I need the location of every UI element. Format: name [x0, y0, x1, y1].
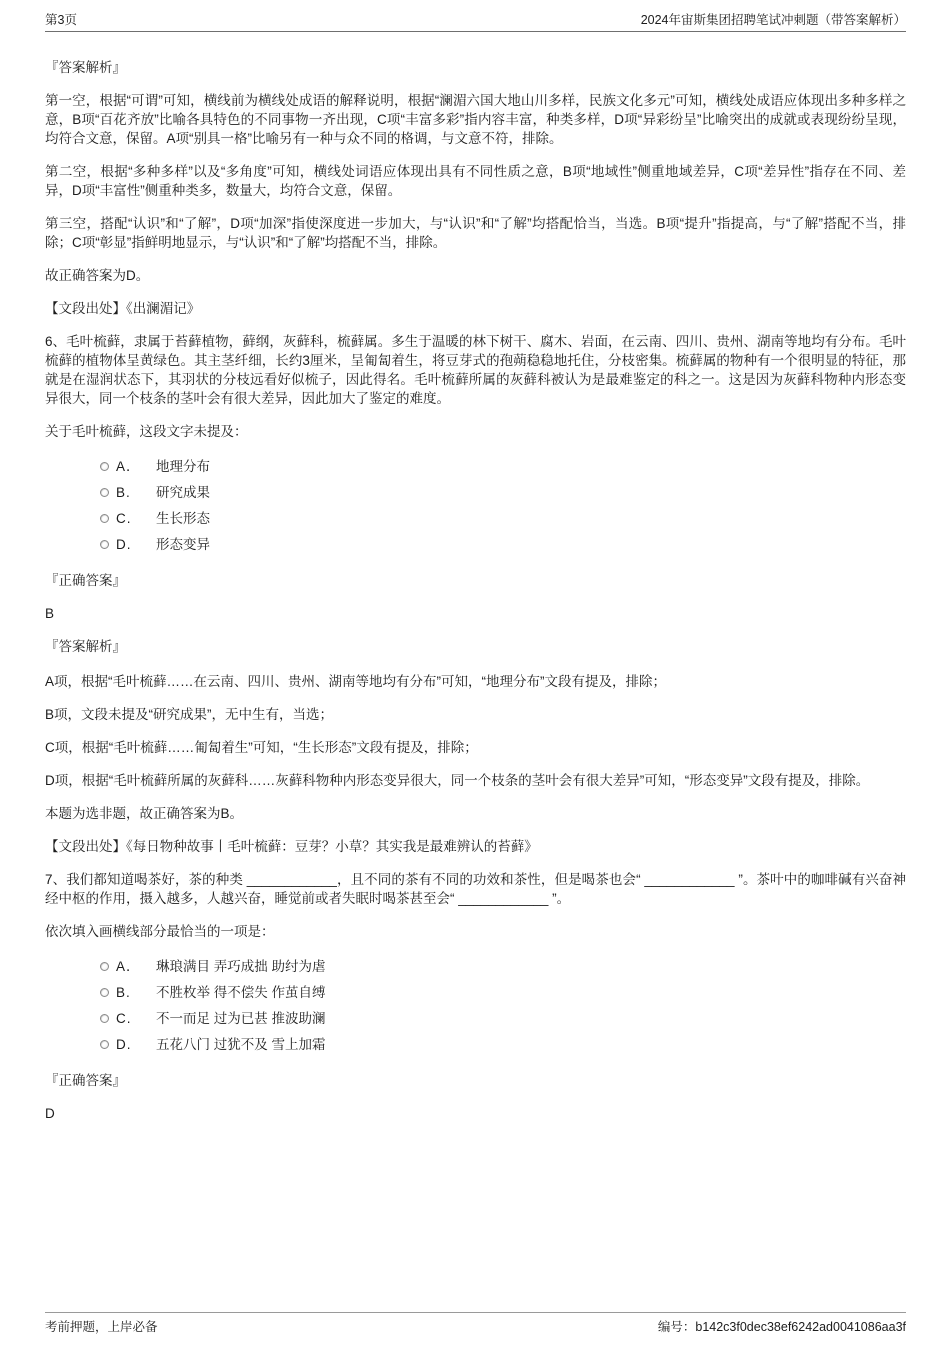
- analysis-option-b: B项，文段未提及“研究成果”，无中生有，当选；: [45, 707, 333, 722]
- option-letter: A．: [116, 458, 141, 474]
- option-text: 地理分布: [156, 458, 210, 474]
- correct-answer-marker: 『正确答案』: [45, 573, 126, 588]
- radio-icon[interactable]: [100, 540, 109, 549]
- option-letter: A．: [116, 958, 141, 974]
- option-row-b[interactable]: [100, 479, 906, 505]
- radio-icon[interactable]: [100, 462, 109, 471]
- option-row-d[interactable]: [100, 1031, 906, 1057]
- option-row-c[interactable]: [100, 1005, 906, 1031]
- page-footer: [45, 1312, 906, 1335]
- option-text: 研究成果: [156, 484, 210, 500]
- analysis-paragraph-1: 第一空，根据“可谓”可知，横线前为横线处成语的解释说明，根据“澜湄六国大地山川多样，民族文化多元”可知，横线处成语应体现出多种多样之意，B项“百花齐放”比喻各具特色的不同事物一齐出现，C项“丰富多彩”指内容丰富，种类多样，D项“异彩纷呈”比喻突出的成就或表现纷纷呈现，均符合文意，保留。A项“别具一格”比喻另有一种与众不同的格调，与文意不符，排除。: [45, 93, 906, 146]
- option-letter: C.: [116, 1010, 132, 1026]
- analysis-conclusion: 故正确答案为D。: [45, 268, 150, 283]
- option-letter: D.: [116, 1036, 132, 1052]
- option-letter: B.: [116, 484, 131, 500]
- radio-icon[interactable]: [100, 962, 109, 971]
- analysis-paragraph-3: 第三空，搭配“认识”和“了解”，D项“加深”指使深度进一步加大，与“认识”和“了解”均搭配恰当，当选。B项“提升”指提高，与“了解”搭配不当，排除；C项“彰显”指鲜明地显示，与“认识”和“了解”均搭配不当，排除。: [45, 216, 906, 250]
- radio-icon[interactable]: [100, 1014, 109, 1023]
- option-letter: C.: [116, 510, 132, 526]
- option-text: 不一而足 过为已甚 推波助澜: [156, 1010, 326, 1026]
- option-text: 琳琅满目 弄巧成拙 助纣为虐: [156, 958, 326, 974]
- radio-icon[interactable]: [100, 1040, 109, 1049]
- analysis-marker: 『答案解析』: [45, 60, 126, 75]
- analysis-option-d: D项，根据“毛叶梳藓所属的灰藓科……灰藓科物种内形态变异很大，同一个枝条的茎叶会有很大差异”可知，“形态变异”文段有提及，排除。: [45, 773, 870, 788]
- document-title: 2024年宙斯集团招聘笔试冲刺题（带答案解析）: [640, 13, 906, 27]
- option-text: 五花八门 过犹不及 雪上加霜: [156, 1036, 326, 1052]
- option-row-c[interactable]: [100, 505, 906, 531]
- option-letter: D.: [116, 536, 132, 552]
- footer-slogan: 考前押题，上岸必备: [45, 1320, 158, 1334]
- question-6-stem: 6、毛叶梳藓，隶属于苔藓植物，藓纲，灰藓科，梳藓属。多生于温暖的林下树干、腐木、岩面，在云南、四川、贵州、湖南等地均有分布。毛叶梳藓的植物体呈黄绿色。其主茎纤细，长约3厘米，呈匍匐着生，将豆芽式的孢蒴稳稳地托住，分枝密集。梳藓属的物种有一个很明显的特征，那就是在湿润状态下，其羽状的分枝远看好似梳子，因此得名。毛叶梳藓所属的灰藓科被认为是最难鉴定的科之一。这是因为灰藓科物种内形态变异很大，同一个枝条的茎叶会有很大差异，因此加大了鉴定的难度。: [45, 334, 906, 406]
- source-line: 【文段出处】《出澜湄记》: [45, 301, 201, 316]
- radio-icon[interactable]: [100, 988, 109, 997]
- page-content: [45, 44, 906, 1123]
- option-row-d[interactable]: [100, 531, 906, 557]
- radio-icon[interactable]: [100, 488, 109, 497]
- analysis-conclusion: 本题为选非题，故正确答案为B。: [45, 806, 244, 821]
- question-6-prompt: 关于毛叶梳藓，这段文字未提及：: [45, 424, 248, 439]
- question-7-prompt: 依次填入画横线部分最恰当的一项是：: [45, 924, 275, 939]
- option-row-a[interactable]: [100, 453, 906, 479]
- correct-answer-value: B: [45, 606, 55, 621]
- option-row-a[interactable]: [100, 953, 906, 979]
- option-letter: B.: [116, 984, 131, 1000]
- analysis-option-c: C项，根据“毛叶梳藓……匍匐着生”可知，“生长形态”文段有提及，排除；: [45, 740, 478, 755]
- correct-answer-marker: 『正确答案』: [45, 1073, 126, 1088]
- question-6-options: [100, 453, 906, 557]
- option-text: 形态变异: [156, 536, 210, 552]
- analysis-marker: 『答案解析』: [45, 639, 126, 654]
- page-header: [45, 13, 906, 32]
- source-line: 【文段出处】《每日物种故事丨毛叶梳藓：豆芽？小草？其实我是最难辨认的苔藓》: [45, 839, 538, 854]
- option-text: 不胜枚举 得不偿失 作茧自缚: [156, 984, 326, 1000]
- radio-icon[interactable]: [100, 514, 109, 523]
- option-row-b[interactable]: [100, 979, 906, 1005]
- footer-serial-number: 编号：b142c3f0dec38ef6242ad0041086aa3f: [657, 1320, 906, 1334]
- analysis-option-a: A项，根据“毛叶梳藓……在云南、四川、贵州、湖南等地均有分布”可知，“地理分布”文段有提及，排除；: [45, 674, 666, 689]
- option-text: 生长形态: [156, 510, 210, 526]
- analysis-paragraph-2: 第二空，根据“多种多样”以及“多角度”可知，横线处词语应体现出具有不同性质之意，B项“地域性”侧重地域差异，C项“差异性”指存在不同、差异，D项“丰富性”侧重种类多，数量大，均符合文意，保留。: [45, 164, 906, 198]
- page-number: 第3页: [45, 13, 77, 27]
- correct-answer-value: D: [45, 1106, 55, 1121]
- question-7-options: [100, 953, 906, 1057]
- question-7-stem: 7、我们都知道喝茶好，茶的种类 ____________，且不同的茶有不同的功效和茶性，但是喝茶也会“ ____________ ”。茶叶中的咖啡碱有兴奋神经中枢的作用，摄入越多，人越兴奋，睡觉前或者失眠时喝茶甚至会“ ____________ ”。: [45, 872, 906, 906]
